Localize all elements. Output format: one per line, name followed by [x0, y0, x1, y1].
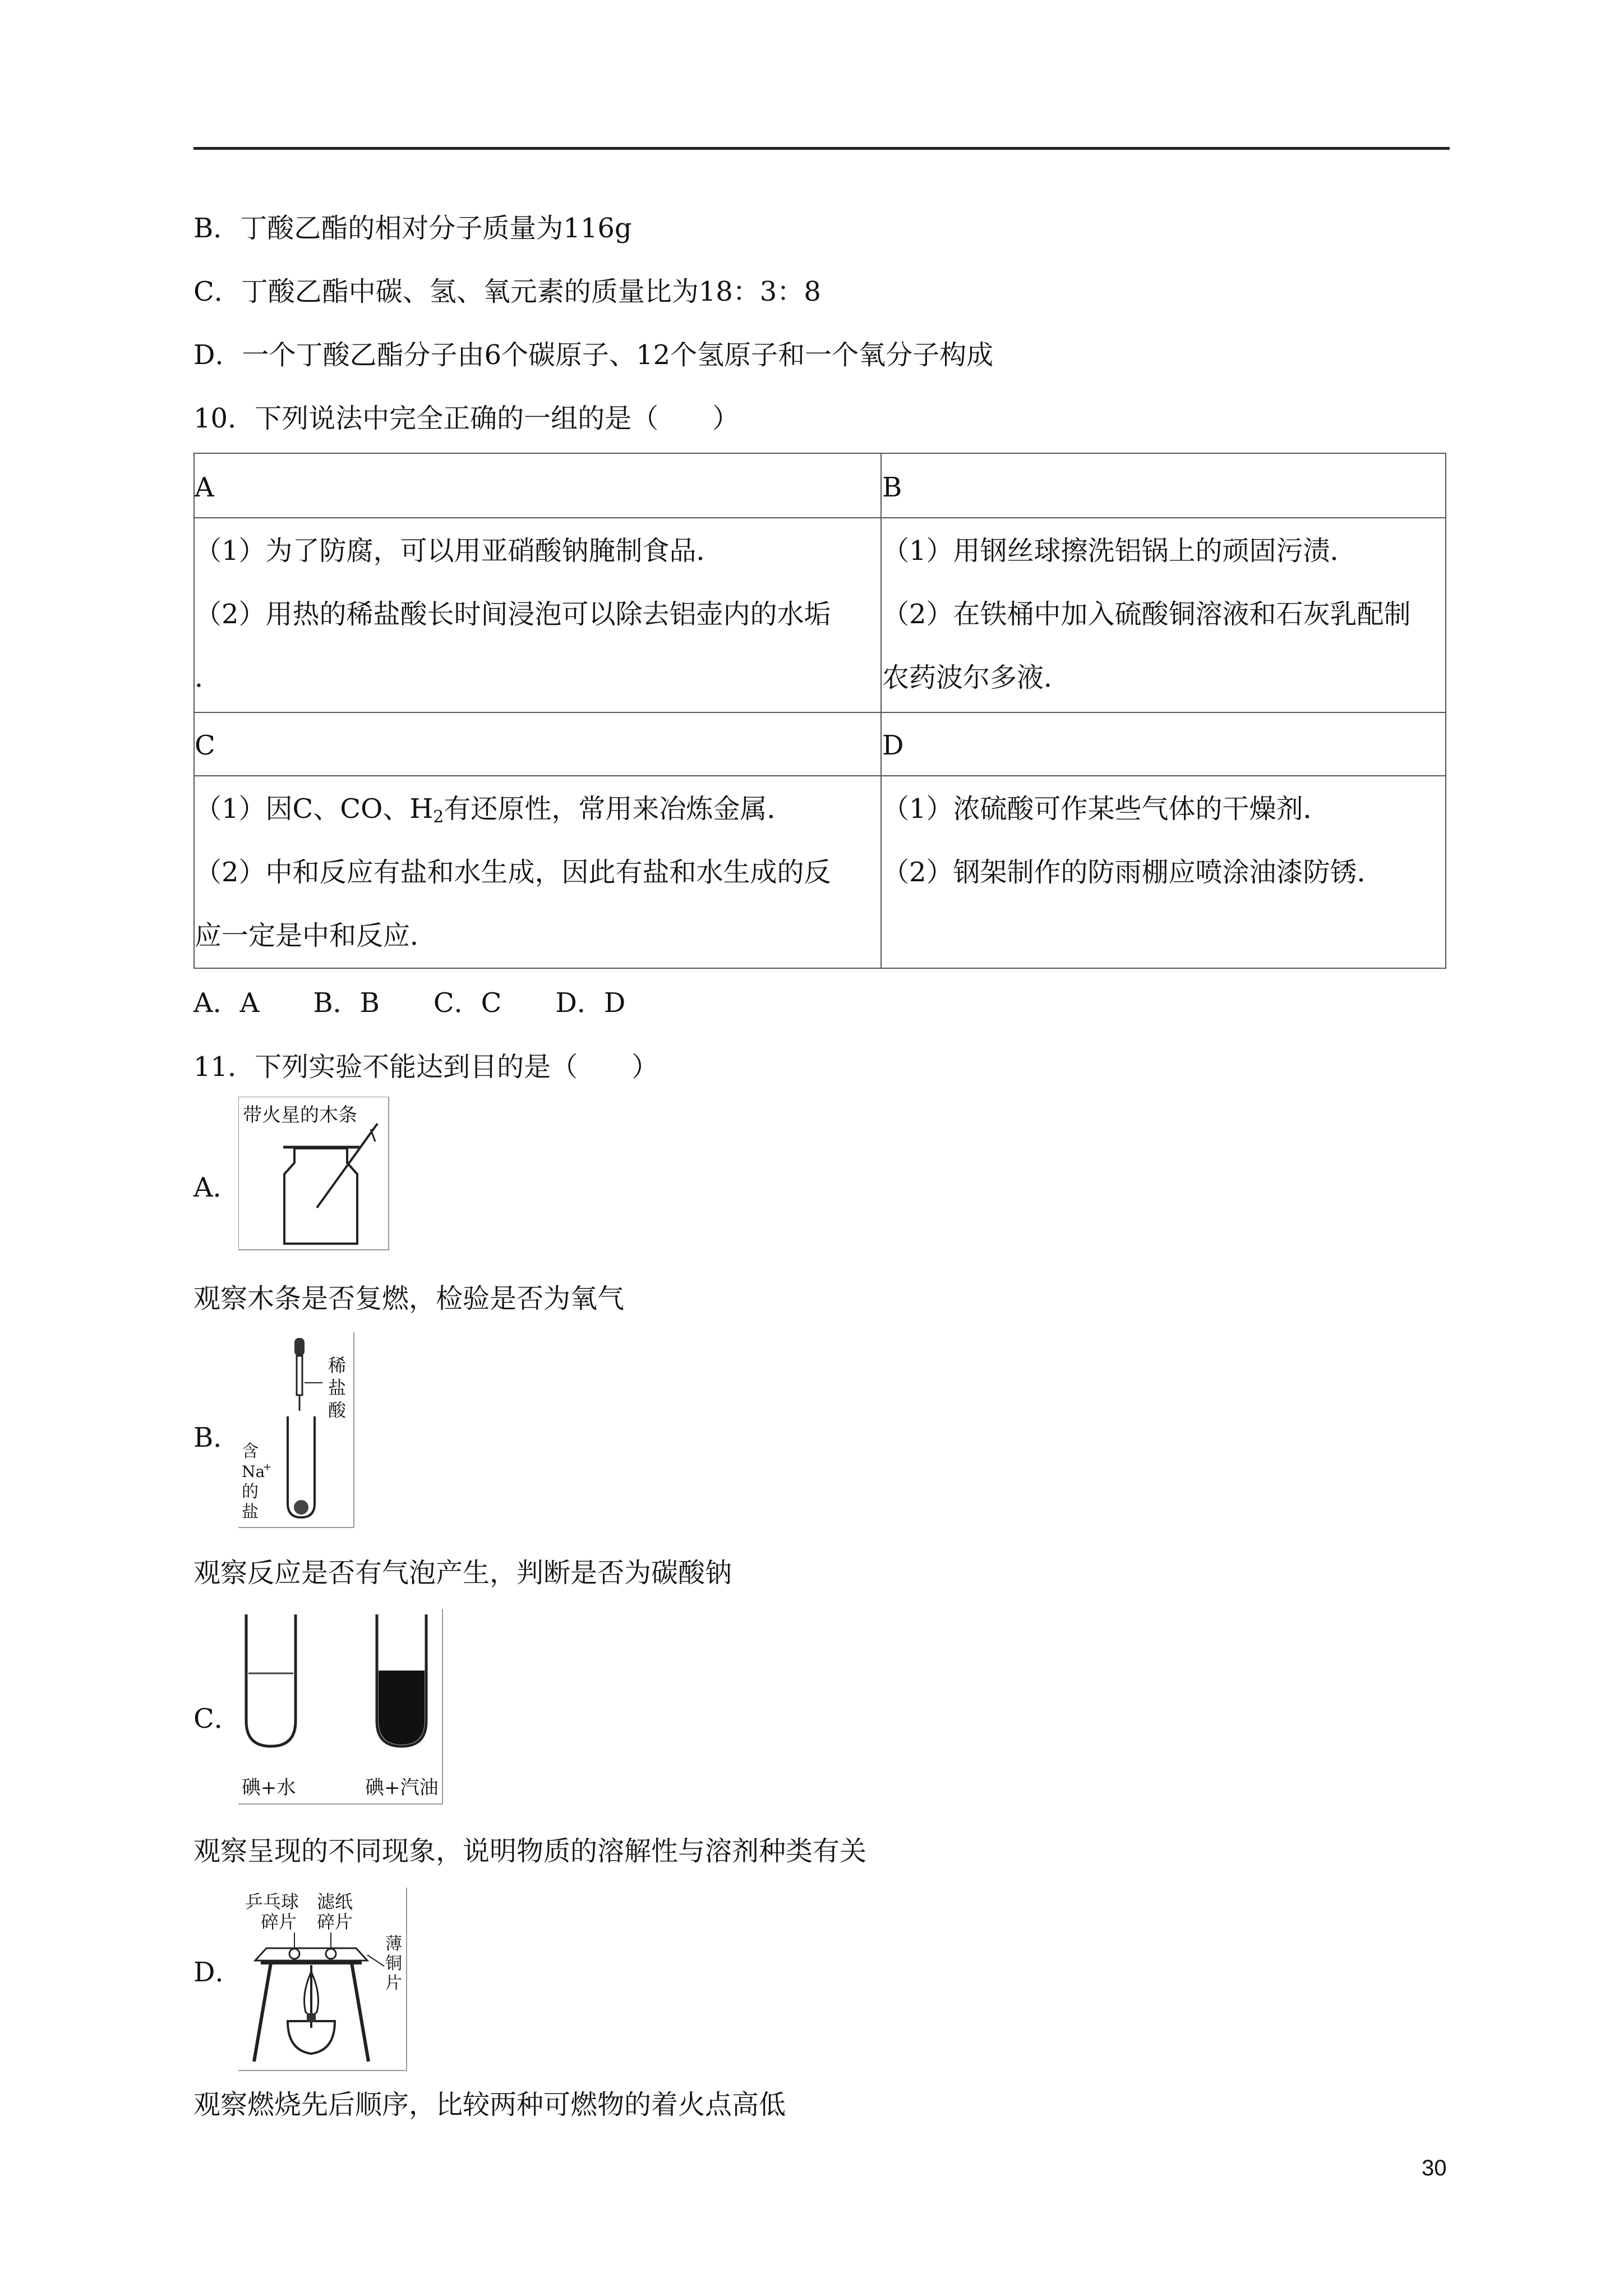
cell-a-header: A	[195, 472, 214, 503]
q9-option-b: B．丁酸乙酯的相对分子质量为116g	[193, 213, 632, 244]
cell-d-header: D	[882, 730, 904, 761]
filter-paper-piece	[326, 1949, 336, 1959]
label-filter-paper: 碎片	[317, 1911, 353, 1932]
q11-option-b-caption: 观察反应是否有气泡产生，判断是否为碳酸钠	[193, 1557, 732, 1589]
figure-ignition-point-svg	[238, 1888, 412, 2073]
table-border-bottom	[193, 968, 1446, 969]
cell-c-line	[195, 792, 794, 826]
figure-carbonate-test-svg	[238, 1332, 362, 1529]
table-row-divider	[193, 775, 1446, 776]
table-border-left	[193, 453, 195, 969]
q11-stem: 11．下列实验不能达到目的是（ ）	[193, 1051, 659, 1083]
tripod-leg	[254, 1963, 271, 2062]
figure-label-splint: 带火星的木条	[243, 1104, 357, 1126]
figure-iodine-solubility	[238, 1609, 446, 1805]
cell-c-line: （2）中和反应有盐和水生成，因此有盐和水生成的反	[195, 857, 831, 888]
label-acid-char: 盐	[328, 1377, 347, 1398]
label-pointer	[367, 1955, 384, 1966]
cell-b-line: 农药波尔多液．	[882, 662, 1071, 693]
cell-a-line: （2）用热的稀盐酸长时间浸泡可以除去铝壶内的水垢	[195, 599, 831, 630]
table-border-right	[1445, 453, 1446, 969]
cell-a-line: ．	[195, 662, 222, 693]
dark-solution	[379, 1671, 425, 1745]
header-rule	[193, 147, 1450, 150]
dropper-bulb	[294, 1338, 305, 1356]
cell-c-line1-text: （1）因C、CO、H	[195, 793, 434, 825]
pingpong-piece	[289, 1949, 299, 1959]
figure-oxygen-test	[238, 1097, 390, 1251]
q11-option-a-label: A．	[193, 1172, 240, 1203]
label-iodine-water: 碘+水	[242, 1777, 296, 1799]
table-row-divider	[193, 517, 1446, 518]
figure-iodine-solubility-svg	[238, 1609, 446, 1805]
q10-stem: 10．下列说法中完全正确的一组的是（ ）	[193, 403, 740, 434]
table-row-divider	[193, 712, 1446, 713]
wooden-splint	[317, 1124, 377, 1208]
label-copper-char: 薄	[385, 1934, 402, 1954]
gas-bottle	[284, 1148, 357, 1244]
table-border-top	[193, 453, 1446, 454]
cell-b-line: （1）用钢丝球擦洗铝锅上的顽固污渍．	[882, 535, 1357, 567]
label-pingpong: 乒乓球	[245, 1891, 299, 1912]
figure-ignition-point	[238, 1888, 412, 2073]
q11-option-d-caption: 观察燃烧先后顺序，比较两种可燃物的着火点高低	[193, 2089, 786, 2120]
label-acid-char: 稀	[328, 1355, 347, 1376]
q10-table	[193, 453, 1446, 969]
cell-c-line: 应一定是中和反应．	[195, 920, 437, 951]
label-salt-sup: +	[263, 1461, 272, 1473]
tripod-leg	[352, 1963, 368, 2062]
q11-option-c-caption: 观察呈现的不同现象，说明物质的溶解性与溶剂种类有关	[193, 1835, 867, 1867]
q11-option-c-label: C．	[193, 1703, 241, 1734]
figure-oxygen-test-svg	[238, 1097, 390, 1251]
cell-c-header: C	[195, 730, 215, 761]
cell-a-line: （1）为了防腐，可以用亚硝酸钠腌制食品．	[195, 535, 723, 567]
q11-option-b-label: B．	[193, 1422, 241, 1453]
figure-carbonate-test	[238, 1332, 362, 1529]
label-copper-char: 片	[385, 1973, 402, 1993]
cell-d-line: （1）浓硫酸可作某些气体的干燥剂．	[882, 793, 1330, 825]
lamp-wick	[307, 2013, 316, 2022]
q10-options: A．A B．B C．C D．D	[193, 987, 626, 1019]
cell-c-line1-text: 有还原性，常用来冶炼金属．	[444, 793, 794, 825]
label-salt-char: 盐	[242, 1502, 259, 1522]
label-copper-char: 铜	[385, 1954, 402, 1973]
label-iodine-gasoline: 碘+汽油	[365, 1777, 439, 1799]
copper-sheet	[255, 1948, 367, 1961]
label-salt-char: 的	[242, 1482, 259, 1502]
cell-b-line: （2）在铁桶中加入硫酸铜溶液和石灰乳配制	[882, 599, 1411, 630]
table-column-divider	[880, 453, 882, 969]
q11-option-a-caption: 观察木条是否复燃，检验是否为氧气	[193, 1283, 625, 1314]
salt-sample	[294, 1500, 308, 1515]
h2-subscript: 2	[433, 807, 444, 827]
q9-option-c: C．丁酸乙酯中碳、氢、氧元素的质量比为18：3：8	[193, 276, 821, 307]
dropper-tube	[297, 1356, 302, 1395]
cell-d-line: （2）钢架制作的防雨棚应喷涂油漆防锈．	[882, 857, 1384, 888]
page-number: 30	[1422, 2156, 1447, 2180]
cell-b-header: B	[882, 472, 902, 503]
q11-option-d-label: D．	[193, 1957, 242, 1988]
label-salt-char: 含	[242, 1442, 259, 1461]
test-tube-water	[246, 1614, 296, 1746]
label-filter-paper: 滤纸	[317, 1891, 353, 1912]
label-acid-char: 酸	[328, 1400, 347, 1421]
q9-option-d: D．一个丁酸乙酯分子由6个碳原子、12个氢原子和一个氧分子构成	[193, 339, 994, 371]
label-pingpong: 碎片	[261, 1911, 297, 1932]
label-salt-char: Na	[242, 1462, 265, 1481]
